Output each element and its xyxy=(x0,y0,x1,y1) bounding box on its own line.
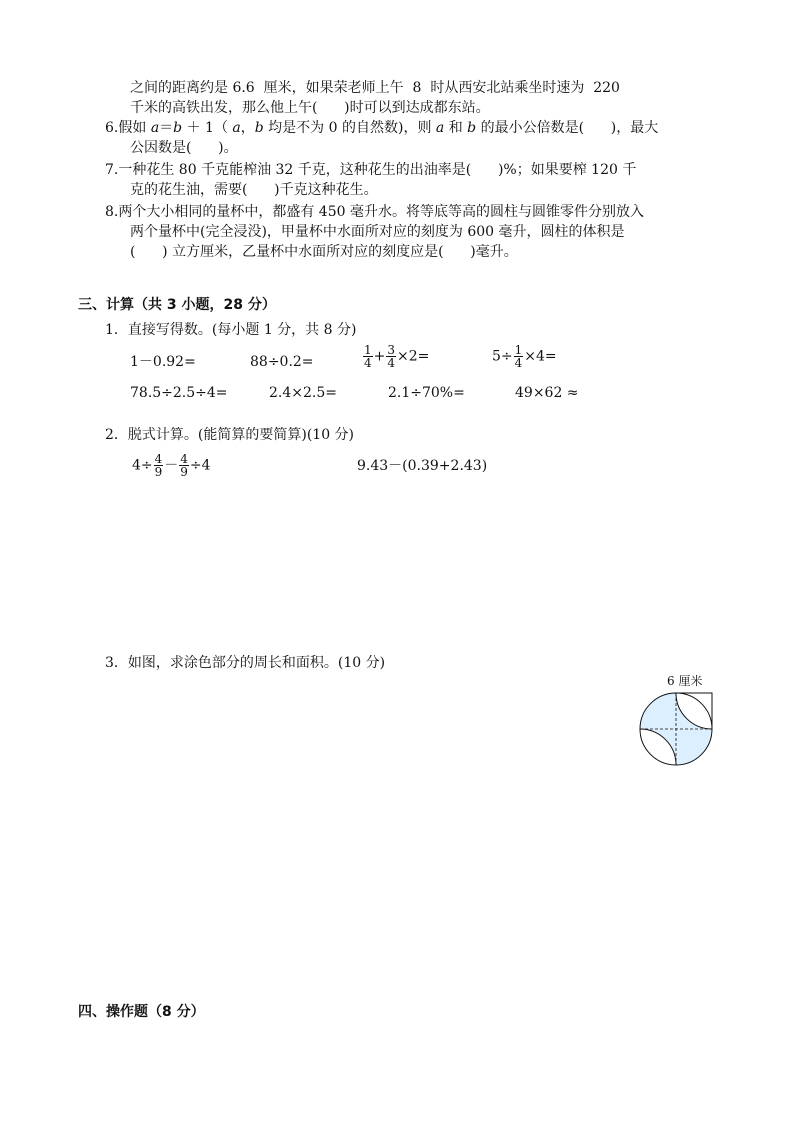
expr-2: 88÷0.2= xyxy=(250,354,314,370)
figure-label: 6 厘米 xyxy=(667,674,703,688)
q6-number: 6. xyxy=(105,120,119,136)
q5-line-1: 之间的距离约是 6.6 厘米，如果荣老师上午 8 时从西安北站乘坐时速为 220 xyxy=(130,80,620,96)
expr-tail: ÷4 xyxy=(189,457,211,474)
q6-line-1 xyxy=(105,118,658,138)
denominator: 4 xyxy=(364,356,372,370)
expr-6: 2.4×2.5= xyxy=(269,385,337,401)
q6-var-a-2: a xyxy=(232,120,241,136)
q8-line-3: ( ) 立方厘米，乙量杯中水面所对应的刻度应是( )毫升。 xyxy=(130,244,518,260)
expr-1: 1－0.92= xyxy=(130,354,196,370)
q6-text-d: 的最小公倍数是( )，最大 xyxy=(476,120,659,136)
expr-8: 49×62 ≈ xyxy=(515,385,579,401)
q6-line-2: 公因数是( )。 xyxy=(130,140,238,156)
calc-1 xyxy=(132,453,211,478)
fraction xyxy=(154,453,164,478)
q8-line-2: 两个量杯中(完全浸没)，甲量杯中水面所对应的刻度为 600 毫升，圆柱的体积是 xyxy=(130,224,625,240)
q5-line-2: 千米的高铁出发，那么他上午( )时可以到达成都东站。 xyxy=(130,100,490,116)
expr-7: 2.1÷70%= xyxy=(388,385,465,401)
denominator: 9 xyxy=(154,465,163,479)
shaded-figure xyxy=(620,670,730,780)
q6-var-a-3: a xyxy=(435,120,445,136)
q3-3-label: 3．如图，求涂色部分的周长和面积。(10 分) xyxy=(105,655,386,671)
denominator: 4 xyxy=(387,356,396,370)
q8-number: 8. xyxy=(105,204,119,220)
q7-number: 7. xyxy=(105,162,119,178)
denominator: 9 xyxy=(180,465,188,479)
calc-2: 9.43－(0.39+2.43) xyxy=(357,458,488,474)
expr-tail: ×2= xyxy=(397,348,430,365)
q3-1-label: 1．直接写得数。(每小题 1 分，共 8 分) xyxy=(105,322,357,338)
denominator: 4 xyxy=(514,356,523,370)
numerator: 3 xyxy=(387,343,396,357)
q6-var-b: b xyxy=(173,120,183,136)
expr-head: 5÷ xyxy=(492,348,513,365)
q6-comma: ， xyxy=(240,120,255,136)
q8-text-1: 两个大小相同的量杯中，都盛有 450 毫升水。将等底等高的圆柱与圆锥零件分别放入 xyxy=(118,204,644,220)
numerator: 1 xyxy=(514,343,523,357)
q6-text-b: ＋ 1（ xyxy=(182,120,233,136)
fraction xyxy=(363,344,373,369)
q6-var-b-2: b xyxy=(254,120,264,136)
numerator: 1 xyxy=(364,343,372,357)
expr-5: 78.5÷2.5÷4= xyxy=(130,385,228,401)
expr-tail: ×4= xyxy=(524,348,557,365)
q7-line-2: 克的花生油，需要( )千克这种花生。 xyxy=(130,182,378,198)
plus-sign: + xyxy=(373,348,386,365)
q7-line-1 xyxy=(105,160,636,180)
q6-text-c: 均是不为 0 的自然数)，则 xyxy=(263,120,436,136)
q6-equals: ＝ xyxy=(159,120,174,136)
q3-2-label: 2．脱式计算。(能简算的要简算)(10 分) xyxy=(105,427,355,443)
fraction xyxy=(179,453,189,478)
q6-var-b-3: b xyxy=(467,120,477,136)
numerator: 4 xyxy=(180,452,188,466)
section-3-title: 三、计算（共 3 小题，28 分） xyxy=(78,297,276,313)
q6-var-a: a xyxy=(150,120,160,136)
expr-head: 4÷ xyxy=(132,457,153,474)
fraction xyxy=(514,344,524,369)
minus-sign: － xyxy=(164,457,179,474)
numerator: 4 xyxy=(154,452,163,466)
q8-line-1 xyxy=(105,202,644,222)
expr-4 xyxy=(492,344,557,369)
section-4-title: 四、操作题（8 分） xyxy=(78,1004,205,1020)
q6-text-a: 假如 xyxy=(118,120,151,136)
fraction xyxy=(386,344,396,369)
expr-3 xyxy=(362,344,429,369)
q7-text-1: 一种花生 80 千克能榨油 32 千克，这种花生的出油率是( )%；如果要榨 120 千 xyxy=(118,162,637,178)
q6-and: 和 xyxy=(444,120,468,136)
